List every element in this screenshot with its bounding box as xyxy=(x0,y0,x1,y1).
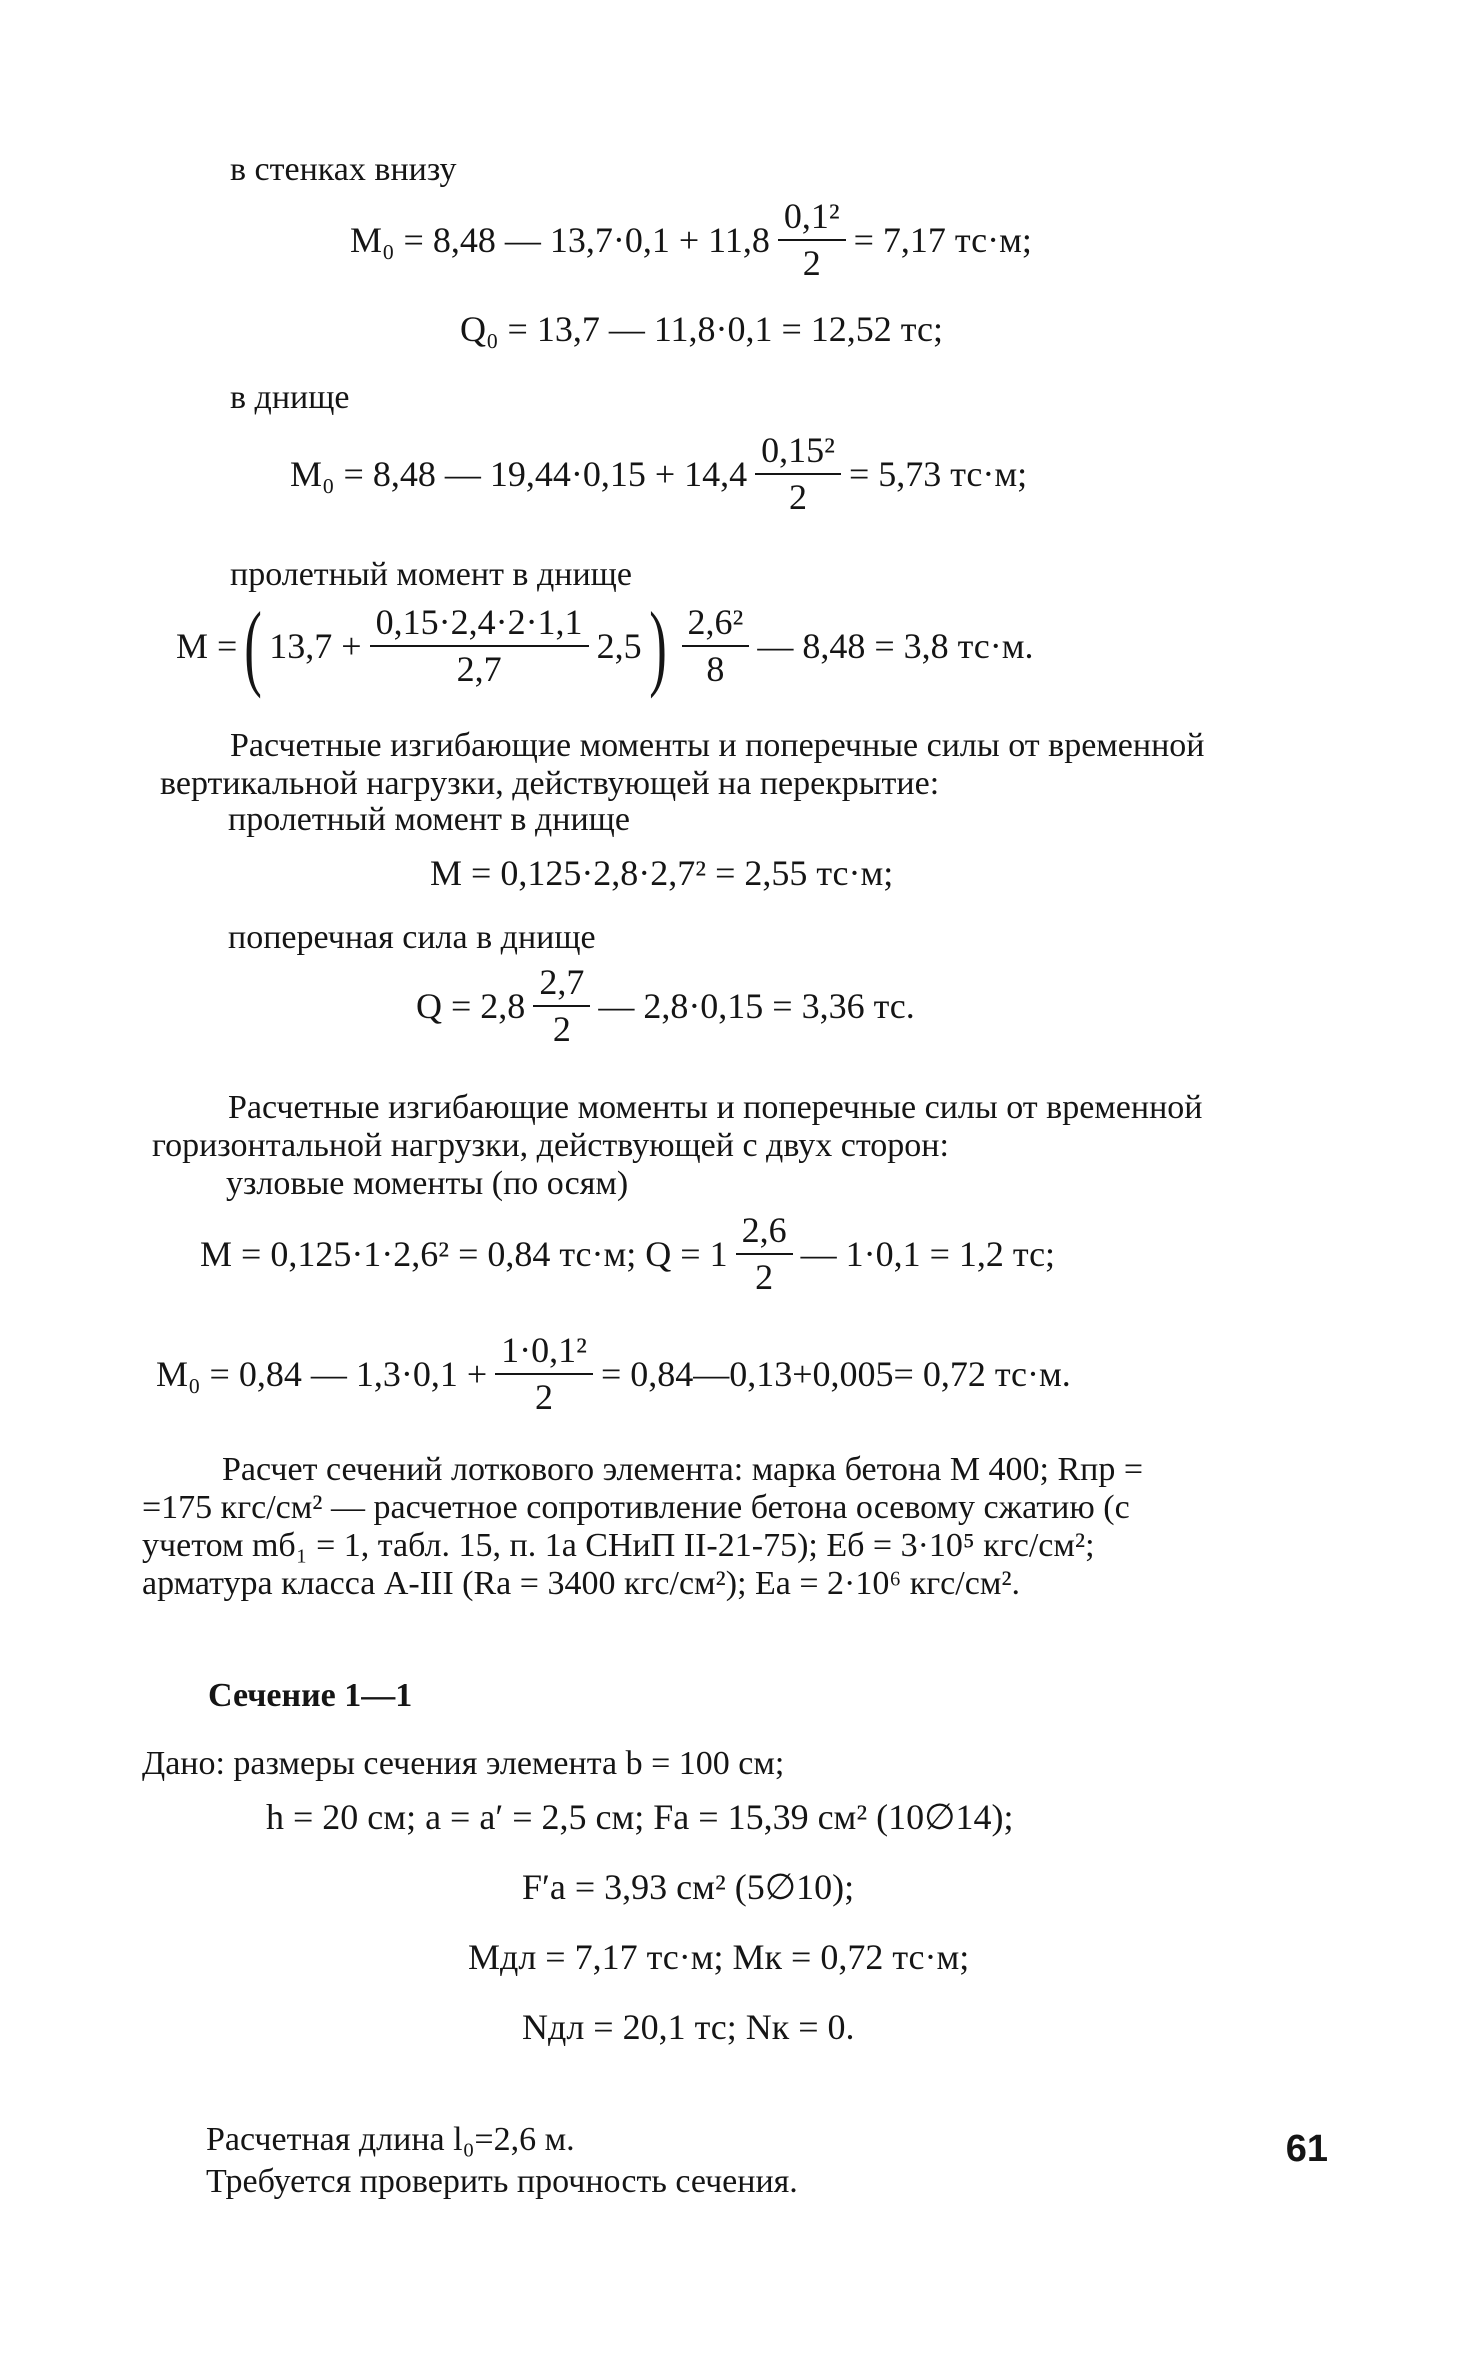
eq4-right: — 8,48 = 3,8 тс·м. xyxy=(757,626,1034,666)
eq6-left: Q = 2,8 xyxy=(416,986,526,1027)
para2-line3: узловые моменты (по осям) xyxy=(226,1165,629,1202)
eq1-left: M₀ = 8,48 — 13,7·0,1 + 11,8 xyxy=(350,220,770,261)
equation-m0-bottom xyxy=(290,430,1027,519)
eq4-denominator: 2,7 xyxy=(456,649,502,689)
check-line: Требуется проверить прочность сечения. xyxy=(206,2163,798,2200)
eq1-numerator: 0,1² xyxy=(778,196,846,241)
eq6-right: — 2,8·0,15 = 3,36 тс. xyxy=(598,986,915,1027)
eq4-b: 2,5 xyxy=(596,626,642,666)
eq1-fraction xyxy=(778,196,846,285)
given-line1: Дано: размеры сечения элемента b = 100 см; xyxy=(142,1745,785,1782)
para2-line1: Расчетные изгибающие моменты и поперечные силы от временной xyxy=(228,1089,1203,1126)
equation-m-horizontal xyxy=(200,1210,1055,1299)
eq4-close-paren: ) xyxy=(648,592,667,699)
given-line3: F′а = 3,93 см² (5∅10); xyxy=(522,1867,855,1907)
eq8-numerator: 1·0,1² xyxy=(495,1330,593,1375)
span-moment-label: пролетный момент в днище xyxy=(230,556,632,593)
eq7-left: M = 0,125·1·2,6² = 0,84 тс·м; Q = 1 xyxy=(200,1234,728,1275)
equation-q-bottom xyxy=(416,962,915,1051)
eq4-numerator: 0,15·2,4·2·1,1 xyxy=(370,602,589,647)
eq8-right: = 0,84—0,13+0,005= 0,72 тс·м. xyxy=(600,1354,1071,1395)
eq4-fraction xyxy=(370,602,589,691)
eq6-numerator: 2,7 xyxy=(533,962,590,1007)
eq3-fraction xyxy=(755,430,841,519)
equation-span-moment xyxy=(176,592,1034,699)
eq8-left: M₀ = 0,84 — 1,3·0,1 + xyxy=(156,1354,488,1395)
para1-line1: Расчетные изгибающие моменты и поперечные силы от временной xyxy=(230,727,1205,764)
eq4-prefix: M = xyxy=(176,626,238,666)
eq1-denominator: 2 xyxy=(802,243,821,284)
shear-label: поперечная сила в днище xyxy=(228,919,596,956)
para1-line2: вертикальной нагрузки, действующей на перекрытие: xyxy=(160,765,940,802)
eq6-fraction xyxy=(533,962,590,1051)
eq8-denominator: 2 xyxy=(535,1377,554,1418)
given-line5: Nдл = 20,1 тс; Nк = 0. xyxy=(522,2007,855,2047)
para3-line4: арматура класса А-III (Rа = 3400 кгс/см²); Eа = 2·10⁶ кгс/см². xyxy=(142,1565,1021,1602)
walls-bottom-label: в стенках внизу xyxy=(230,151,457,188)
given-line4: Mдл = 7,17 тс·м; Mк = 0,72 тс·м; xyxy=(468,1937,970,1977)
equation-m0-horizontal xyxy=(156,1330,1071,1419)
para3-line2: =175 кгс/см² — расчетное сопротивление бетона осевому сжатию (с xyxy=(142,1489,1130,1526)
para2-line2: горизонтальной нагрузки, действующей с двух сторон: xyxy=(152,1127,949,1164)
page-number: 61 xyxy=(1285,2128,1328,2170)
eq8-fraction xyxy=(495,1330,593,1419)
eq3-left: M₀ = 8,48 — 19,44·0,15 + 14,4 xyxy=(290,454,748,495)
equation-m0-walls xyxy=(350,196,1032,285)
eq6-denominator: 2 xyxy=(552,1009,571,1050)
eq4-fraction-2 xyxy=(682,602,750,691)
bottom-label: в днище xyxy=(230,379,350,416)
eq3-denominator: 2 xyxy=(789,477,808,518)
eq7-denominator: 2 xyxy=(755,1257,774,1298)
eq4-numerator-2: 2,6² xyxy=(682,602,750,647)
para3-line3: учетом mб₁ = 1, табл. 15, п. 1а СНиП II-21-75); Eб = 3·10⁵ кгс/см²; xyxy=(142,1527,1095,1564)
eq1-right: = 7,17 тс·м; xyxy=(853,220,1032,261)
length-line: Расчетная длина l₀=2,6 м. xyxy=(206,2121,575,2158)
equation-q0-walls: Q₀ = 13,7 — 11,8·0,1 = 12,52 тс; xyxy=(460,309,943,349)
section-heading: Сечение 1—1 xyxy=(208,1677,413,1714)
equation-m-vertical: M = 0,125·2,8·2,7² = 2,55 тс·м; xyxy=(430,853,894,893)
eq7-numerator: 2,6 xyxy=(736,1210,793,1255)
eq7-fraction xyxy=(736,1210,793,1299)
eq4-open-paren: ( xyxy=(244,592,263,699)
eq7-right: — 1·0,1 = 1,2 тс; xyxy=(800,1234,1056,1275)
eq4-denominator-2: 8 xyxy=(706,649,725,689)
para1-line3: пролетный момент в днище xyxy=(228,801,630,838)
para3-line1: Расчет сечений лоткового элемента: марка бетона М 400; Rпр = xyxy=(222,1451,1144,1488)
eq3-numerator: 0,15² xyxy=(755,430,841,475)
given-line2: h = 20 см; a = a′ = 2,5 см; Fа = 15,39 см² (10∅14); xyxy=(266,1797,1014,1837)
eq4-a: 13,7 + xyxy=(269,626,362,666)
eq3-right: = 5,73 тс·м; xyxy=(848,454,1028,495)
